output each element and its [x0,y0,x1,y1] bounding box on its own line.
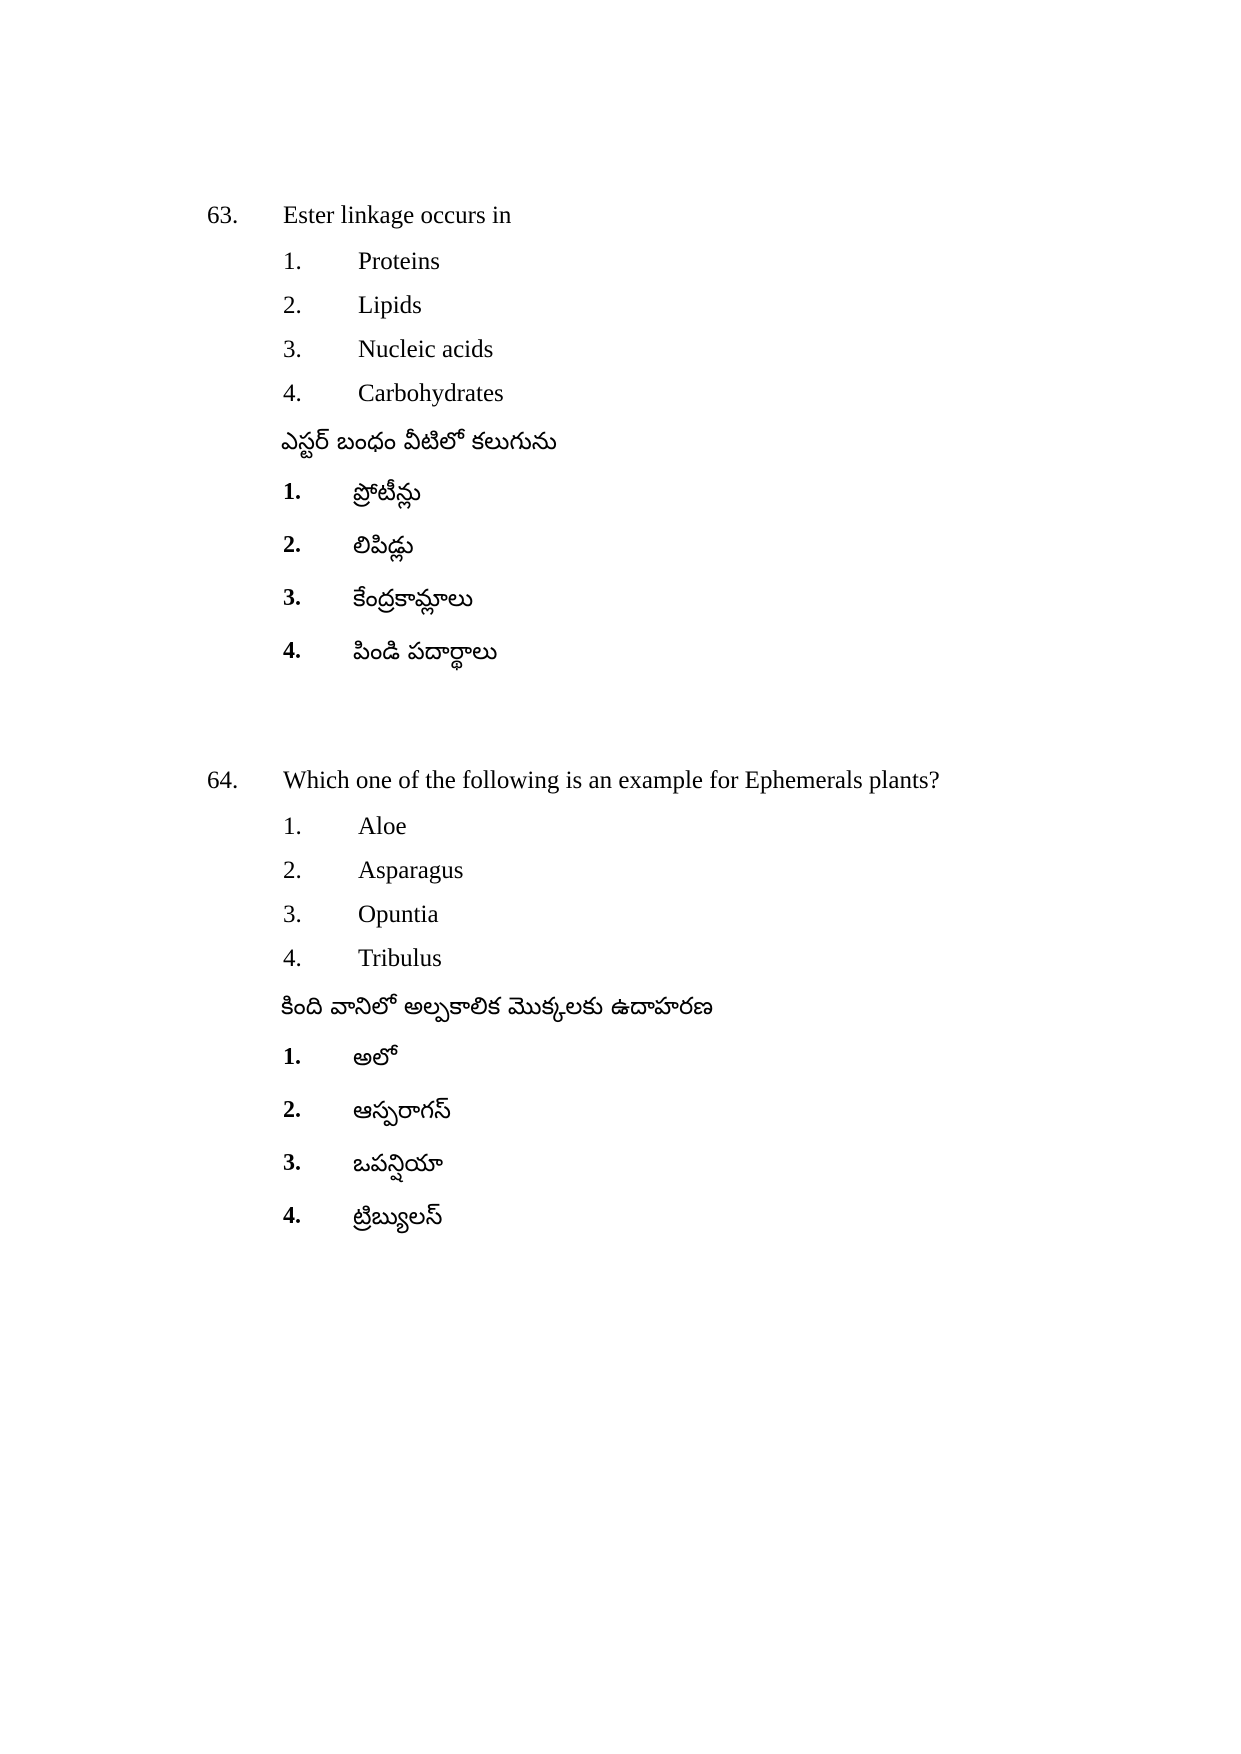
option-text: Aloe [358,813,407,840]
option-number: 4. [283,380,302,407]
telugu-option-4 [0,625,1241,678]
option-4 [0,372,1241,416]
option-text: కేంద్రకామ్లాలు [353,584,474,612]
option-text: అలో [353,1043,397,1071]
option-number: 3. [283,585,301,611]
option-text: లిపిడ్లు [353,531,414,559]
telugu-option-2 [0,519,1241,572]
telugu-question-row [0,981,1241,1031]
option-number: 3. [283,1150,301,1176]
option-1 [0,240,1241,284]
question-64 [0,757,1241,1243]
option-3 [0,893,1241,937]
option-number: 2. [283,532,301,558]
option-number: 2. [283,292,302,319]
option-number: 3. [283,901,302,928]
option-number: 1. [283,813,302,840]
option-number: 3. [283,336,302,363]
telugu-question-row [0,416,1241,466]
option-3 [0,328,1241,372]
option-1 [0,805,1241,849]
option-text: పిండి పదార్థాలు [353,637,498,665]
telugu-question-text: ఎస్టర్ బంధం వీటిలో కలుగును [281,427,557,455]
telugu-option-4 [0,1190,1241,1243]
option-text: ఆస్పరాగస్ [353,1096,452,1124]
question-row [0,757,1241,805]
telugu-option-3 [0,1137,1241,1190]
option-text: Opuntia [358,901,439,928]
option-2 [0,849,1241,893]
option-number: 1. [283,1044,301,1070]
question-number: 64. [207,767,239,794]
question-63 [0,192,1241,678]
telugu-option-2 [0,1084,1241,1137]
option-4 [0,937,1241,981]
option-2 [0,284,1241,328]
telugu-option-1 [0,466,1241,519]
option-number: 2. [283,857,302,884]
option-number: 1. [283,248,302,275]
option-text: Proteins [358,248,440,275]
option-text: ఒపన్షియా [353,1149,444,1177]
question-row [0,192,1241,240]
question-text: Ester linkage occurs in [283,202,512,229]
telugu-option-3 [0,572,1241,625]
option-number: 4. [283,945,302,972]
option-number: 4. [283,638,301,664]
option-text: Lipids [358,292,422,319]
option-text: Carbohydrates [358,380,504,407]
question-number: 63. [207,202,239,229]
option-text: ట్రిబ్యులస్ [353,1202,443,1230]
option-text: Tribulus [358,945,442,972]
option-number: 1. [283,479,301,505]
telugu-option-1 [0,1031,1241,1084]
option-number: 2. [283,1097,301,1123]
question-text: Which one of the following is an example for Ephemerals plants? [283,767,940,794]
telugu-question-text: కింది వానిలో అల్పకాలిక మొక్కలకు ఉదాహరణ [281,992,714,1020]
option-text: Asparagus [358,857,464,884]
option-text: Nucleic acids [358,336,494,363]
option-number: 4. [283,1203,301,1229]
option-text: ప్రోటీన్లు [353,478,422,506]
